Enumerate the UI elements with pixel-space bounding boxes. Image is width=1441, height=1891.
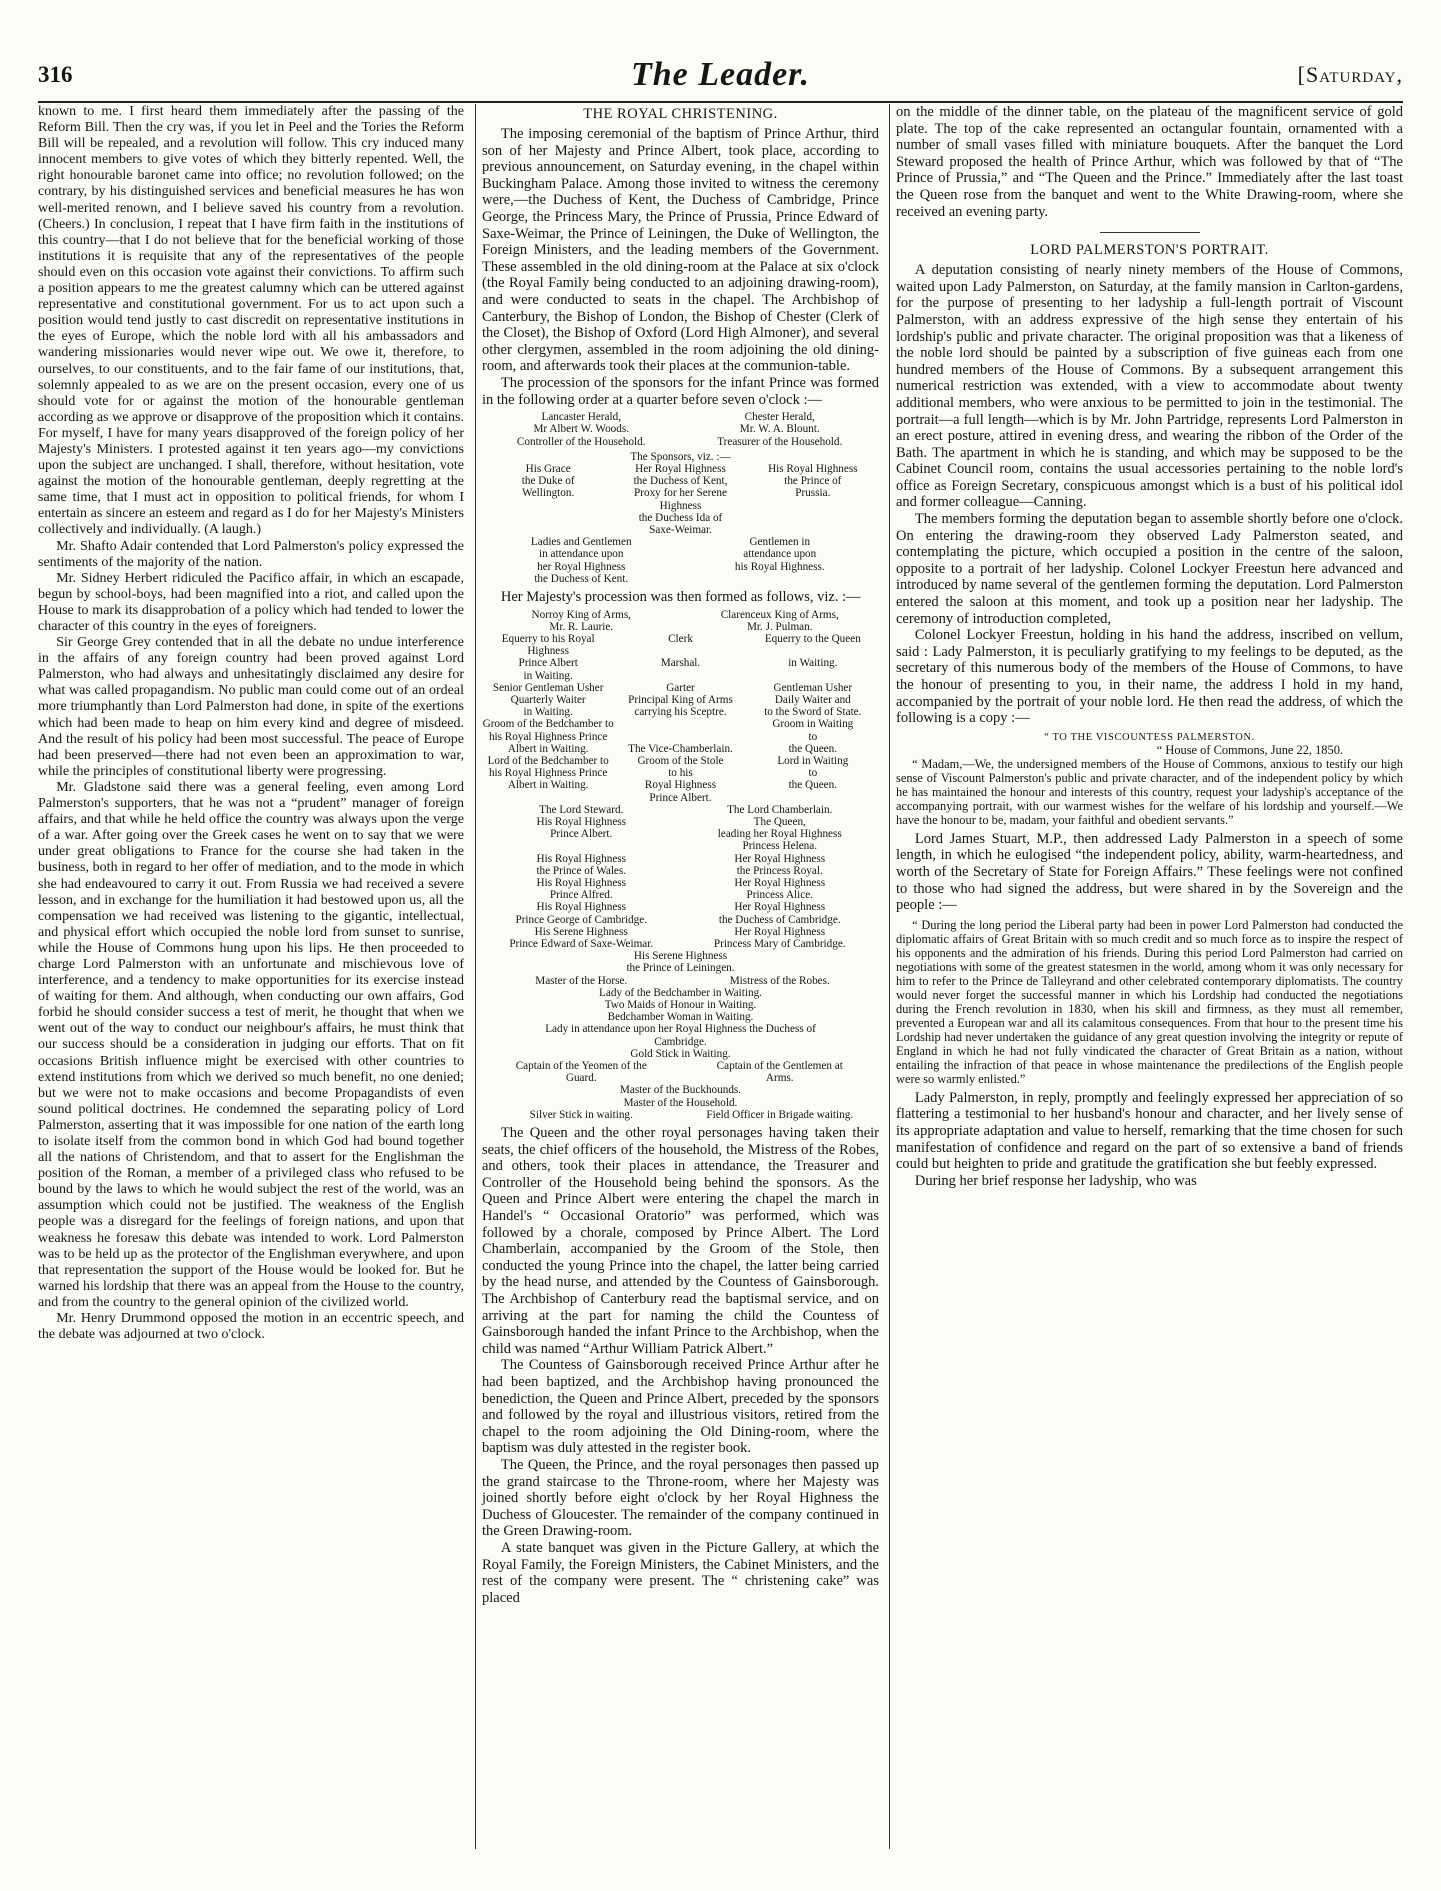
letter-body: “ Madam,—We, the undersigned members of the House of Commons, anxious to testify our high sense of Viscount Palmerston's public and private character, and of the independent policy by which he has maintained the honour and interests of this country, request your ladyship's acceptance of the accompanying portrait, with our warmest wishes for the welfare of his lordship and yourself.—We have the honour to be, madam, your faithful and obedient servants.” — [896, 756, 1403, 827]
proc-line: Lady of the Bedchamber in Waiting. — [599, 986, 762, 999]
proc-line: Princess Alice. — [746, 889, 813, 902]
article-title-royal-christening: THE ROYAL CHRISTENING. — [583, 106, 778, 122]
proc-line: her Royal Highness — [537, 560, 626, 573]
speech-quote — [896, 918, 1403, 1086]
proc-line — [482, 840, 681, 852]
proc-line: Prince Albert — [518, 657, 578, 670]
proc-line: Mr. R. Laurie. — [549, 620, 614, 633]
proc-line: Master of the Horse. — [535, 974, 628, 987]
col3-paragraph: on the middle of the dinner table, on the plateau of the magnificent service of gold plate. The top of the cake represented an octangular fountain, ornamented with a number of small vases filled with miniature bouquets. After the banquet the Lord Steward proposed the health of Prince Arthur, which was followed by that of “The Prince of Prussia,” and “The Queen and the Prince.” Immediately after the last toast the Queen rose from the banquet and went to the White Drawing-room, where she received an evening party. — [896, 104, 1403, 220]
proc-line: in Waiting. — [788, 657, 838, 670]
page-header — [38, 56, 1403, 102]
proc-line: Principal King of Arms — [628, 693, 733, 706]
proc-line: the Prince of — [784, 475, 842, 488]
proc-line: His Royal Highness — [536, 815, 626, 828]
col3-paragraph: Lord James Stuart, M.P., then addressed Lady Palmerston in a speech of some length, in which he eulogised “the independent policy, ability, warm-heartedness, and worth of the Secretary of State for Foreign Affairs.” These feelings were not confined to those who had signed the address, but were shared in by the Sovereign and the people :— — [896, 830, 1403, 914]
proc-line: Her Royal Highness — [734, 852, 826, 865]
proc-line — [614, 718, 746, 730]
proc-line: Lord in Waiting — [777, 754, 849, 767]
proc-line: Her Royal Highness — [734, 925, 826, 938]
proc-line — [614, 731, 746, 743]
col2-paragraph: The Queen, the Prince, and the royal personages then passed up the grand staircase to the Throne-room, where her Majesty was joined shortly before eight o'clock by her Royal Highness the Duchess of Gloucester. The remainder of the company continued in the Green Drawing-room. — [482, 1456, 879, 1540]
proc-line: The Queen, — [753, 815, 806, 828]
proc-line: Silver Stick in waiting. — [529, 1108, 633, 1121]
proc-line: Senior Gentleman Usher — [492, 681, 604, 694]
proc-line: Lady in attendance upon her Royal Highness the Duchess of — [545, 1023, 816, 1036]
proc-line: Captain of the Yeomen of the — [515, 1060, 647, 1073]
col3-paragraph: Lady Palmerston, in reply, promptly and feelingly expressed her appreciation of so flattering a testimonial to her husband's honour and character, and her lively sense of its appropriate adaptation and value to herself, remarking that the time chosen for such manifestation of confidence and regard on the part of so extensive a band of friends could but heighten to pride and gratitude the gratification she but feebly expressed. — [896, 1089, 1403, 1173]
header-rule — [38, 101, 1403, 103]
proc-line: Gentleman Usher — [773, 681, 853, 694]
proc-line: Prince Albert. — [550, 828, 613, 841]
proc-line — [747, 670, 879, 682]
proc-line: Wellington. — [522, 487, 575, 500]
proc-line: Gentlemen in — [749, 536, 811, 549]
proc-line: Arms. — [765, 1072, 794, 1085]
proc-line: The Lord Chamberlain. — [727, 803, 833, 816]
proc-line: leading her Royal Highness — [717, 828, 842, 841]
proc-line: Groom in Waiting — [772, 718, 854, 731]
proc-line: The Sponsors, viz. :— — [630, 450, 731, 463]
proc-line: the Prince of Leiningen. — [626, 962, 735, 975]
proc-line: His Serene Highness — [633, 950, 728, 963]
col2-paragraph: The procession of the sponsors for the infant Prince was formed in the following order at a quarter before seven o'clock :— — [482, 374, 879, 408]
proc-line: Saxe-Weimar. — [649, 523, 712, 536]
proc-line: Controller of the Household. — [516, 435, 646, 448]
proc-line: Groom of the Stole — [637, 754, 724, 767]
proc-line: Mr. W. A. Blount. — [739, 423, 820, 436]
proc-line: Treasurer of the Household. — [717, 435, 843, 448]
col2-paragraph: The imposing ceremonial of the baptism of Prince Arthur, third son of her Majesty and Prince Albert, took place, according to previous announcement, on Saturday evening, in the chapel within Buckingham Palace. Among those invited to witness the ceremony were,—the Duchess of Kent, the Duchess of Cambridge, Prince George, the Princess Mary, the Prince of Prussia, Prince Edward of Saxe-Weimar, the Prince of Leiningen, the Duke of Wellington, the Foreign Ministers, and the leading members of the Government. These assembled in the old dining-room at the Palace at six o'clock (the Royal Family being conducted to an adjoining drawing-room), and were conducted to seats in the chapel. The Archbishop of Canterbury, the Bishop of London, the Bishop of Chester (Clerk of the Closet), the Bishop of Oxford (Lord High Almoner), and several other clergymen, assembled in the room adjoining the old dining-room, and afterwards took their places at the communion-table. — [482, 126, 879, 375]
col2-paragraph: The Countess of Gainsborough received Prince Arthur after he had been baptized, and the Archbishop having pronounced the benediction, the Queen and Prince Albert, preceded by the sponsors and followed by the royal and illustrious visitors, retired from the chapel to the room adjoining the Old Dining-room, where the baptism was duly attested in the register book. — [482, 1357, 879, 1457]
proc-line: Quarterly Waiter — [510, 693, 586, 706]
proc-line: Gold Stick in Waiting. — [630, 1047, 731, 1060]
proc-line: His Grace — [525, 462, 571, 475]
proc-line: in Waiting. — [523, 706, 573, 719]
proc-line: Master of the Household. — [623, 1096, 738, 1109]
col1-paragraph: known to me. I first heard them immediately after the passing of the Reform Bill. Then the cry was, if you let in Peel and the Tories the Reform Bill will be repealed, and a revolution will follow. This cry induced many innocent members to give votes of which they bitterly repented. Well, the right honourable baronet came into office; no revolution followed; on the contrary, by his distinguished services and beneficial measures he has won well-merited renown, and I believe saved his country from a revolution. (Cheers.) In conclusion, I repeat that I have firm faith in the institutions of this country—that I do not believe that for the beneficial working of those institutions it is requisite that any of the representatives of the people should even on this occasion vote against their convictions. To affirm such a position appears to me the greatest calumny which can be uttered against representative and constitutional government. For us to act upon such a position would tend justly to cast discredit on representative institutions in the eyes of Europe, which the noble lord with all his ambassadors and wandering missionaries would never wipe out. We owe it, therefore, to ourselves, to our constituents, and to the fair fame of our institutions, that, solemnly appealed to as we are on the present occasion, every one of us should vote for or against the motion of the honourable gentleman according as we approve or disapprove of the proposition which it contains. For myself, I have for many years disapproved of the foreign policy of her Majesty's Ministers. I protested against it ten years ago—my convictions upon the subject are unchanged. I shall, therefore, without hesitation, vote against the motion of the honourable gentleman, deeply regretting at the same time, that I must act in opposition to political friends, for whom I entertain as sincere an esteem and regard as I do for her Majesty's Ministers collectively and individually. (A laugh.) — [38, 104, 464, 538]
col3-paragraph: Colonel Lockyer Freestun, holding in his hand the address, inscribed on vellum, said : Lady Palmerston, it is peculiarly gratifying to my feelings to be deputed, as the secretary of this numerous body of the members of the House of Commons, to have the honour of presenting to you, in their name, the address I hold in my hand, accompanied by the portrait of your noble lord. He then read the address, of which the following is a copy :— — [896, 627, 1403, 727]
article-title-palmerston-portrait: LORD PALMERSTON'S PORTRAIT. — [1030, 242, 1269, 259]
proc-line: Her Royal Highness — [734, 901, 826, 914]
proc-line: Garter — [666, 681, 695, 694]
proc-line: the Duchess Ida of — [638, 511, 723, 524]
majesty-procession — [482, 609, 879, 1122]
speech-quote-text: “ During the long period the Liberal party had been in power Lord Palmerston had conducted the diplomatic affairs of Great Britain with so much credit and so much force as to inspire the respect of his opponents and the admiration of his friends. During this period Lord Palmerston had carried on negotiations with some of the greatest statesmen in the world, among whom it was only necessary for him to refer to the Prince de Talleyrand and other celebrated contemporary diplomatists. The country would never forget the successful manner in which his Lordship had conducted the negotiations during the French revolution in 1830, when his skill and firmness, as they must all remember, prevented a European war and all its calamitous consequences. From that hour to the present time his Lordship had never undertaken the guidance of any great question involving the integrity or repute of England in which he had not fully vindicated the character of Great Britain as a nation, without entailing the infraction of that peace in whose maintenance the predilections of the English people were so warmly enlisted.” — [896, 917, 1403, 1086]
proc-line: the Queen. — [788, 779, 838, 792]
proc-line: the Queen. — [788, 742, 838, 755]
date-label: [Saturday, — [1297, 62, 1403, 87]
proc-line: Prince Edward of Saxe-Weimar. — [509, 938, 654, 951]
proc-line: Her Royal Highness — [635, 462, 726, 475]
proc-line: His Royal Highness — [536, 852, 626, 865]
proc-line: the Princess Royal. — [736, 864, 823, 877]
proc-line: the Duchess of Cambridge. — [718, 913, 841, 926]
proc-line — [614, 670, 746, 682]
proc-line: His Royal Highness — [536, 877, 626, 889]
proc-line: Mr Albert W. Woods. — [533, 423, 630, 436]
col3-paragraph: A deputation consisting of nearly ninety members of the House of Commons, waited upon Lady Palmerston, on Saturday, at the family mansion in Carlton-gardens, for the purpose of presenting to her ladyship a full-length portrait of Viscount Palmerston, with an address expressive of the high sense they entertain of his lordship's public and private character. The original proposition was that a likeness of the noble lord should be painted by a subscription of five guineas each from one hundred members of the House of Commons. By a subsequent arrangement this numerical restriction was extended, with a view to accommodate about twenty additional members, who were anxious to be permitted to join in the testimonial. The portrait—a full length—which is by Mr. John Partridge, represents Lord Palmerston in an erect posture, attired in evening dress, and wearing the ribbon of the Order of the Bath. The apartment in which he is standing, and which may be supposed to be the Cabinet Council room, contains the usual accessories pertaining to the noble lord's office as Foreign Secretary, conspicuous amongst which is a bust of his political idol and former colleague—Canning. — [896, 262, 1403, 511]
proc-line: Royal Highness — [644, 779, 717, 792]
letter-heading: “ TO THE VISCOUNTESS PALMERSTON. — [1044, 731, 1255, 743]
proc-line — [681, 573, 880, 585]
proc-line: Clarenceux King of Arms, — [720, 608, 839, 621]
proc-line: The Lord Steward. — [539, 803, 624, 816]
col3-paragraph: During her brief response her ladyship, who was — [914, 1172, 1197, 1189]
proc-line: Equerry to his Royal Highness — [501, 632, 595, 658]
proc-line: Bedchamber Woman in Waiting. — [607, 1011, 754, 1024]
letter-date: “ House of Commons, June 22, 1850. — [1156, 742, 1343, 757]
proc-line: carrying his Sceptre. — [634, 706, 727, 719]
proc-line: in attendance upon — [539, 548, 624, 561]
proc-line: to the Sword of State. — [764, 706, 862, 719]
col1-paragraph: Sir George Grey contended that in all the debate no undue interference in the affairs of any foreign country had been proved against Lord Palmerston, who had always and unhesitatingly disclaimed any desire for what was called propagandism. No public man could come out of an ordeal more triumphantly than Lord Palmerston had done, in spite of the exertions which had been made to heap on him every kind and degree of misdeed. And the result of his policy had been most successful. The peace of Europe had been preserved—there had not even been an approximation to war, while the principles of constitutional liberty were progressing. — [38, 635, 464, 779]
proc-line: Captain of the Gentlemen at — [716, 1060, 843, 1073]
column-2 — [475, 104, 885, 1849]
proc-line: Field Officer in Brigade waiting. — [706, 1108, 854, 1121]
proc-line: attendance upon — [743, 548, 817, 561]
sponsors-procession — [482, 411, 879, 585]
col2-paragraph: A state banquet was given in the Picture Gallery, at which the Royal Family, the Foreign Ministers, the Cabinet Ministers, and the rest of the company were present. The “ christening cake” was placed — [482, 1539, 879, 1606]
letter — [896, 743, 1403, 827]
proc-line: the Prince of Wales. — [536, 864, 627, 877]
proc-line: Ladies and Gentlemen — [530, 536, 632, 549]
proc-line: Albert in Waiting. — [507, 742, 589, 755]
col2-paragraph: The Queen and the other royal personages having taken their seats, the chief officers of the household, the Mistress of the Robes, and others, took their places in attendance, the Treasurer and Controller of the Household being behind the sponsors. As the Queen and Prince Albert were entering the chapel the march in Handel's “ Occasional Oratorio” was performed, which was followed by a chorale, composed by Prince Albert. The Lord Chamberlain, accompanied by the Groom of the Stole, then conducted the young Prince into the chapel, the latter being carried by the head nurse, and attended by the Countess of Gainsborough. The Archbishop of Canterbury read the baptismal service, and on arriving at the part for naming the child the Countess of Gainsborough handed the infant Prince to the Archbishop, when the child was named “Arthur William Patrick Albert.” — [482, 1125, 879, 1357]
proc-line: his Royal Highness Prince — [488, 767, 608, 780]
proc-line: to his — [668, 767, 693, 780]
proc-line: Prince Alfred. — [549, 889, 613, 902]
proc-line: Lord of the Bedchamber to — [487, 754, 609, 767]
proc-line: Princess Mary of Cambridge. — [713, 938, 846, 951]
proc-line: Mistress of the Robes. — [729, 974, 830, 987]
proc-line: Cambridge. — [654, 1035, 707, 1048]
proc-line: Two Maids of Honour in Waiting. — [604, 999, 757, 1012]
proc-line: Mr. J. Pulman. — [746, 620, 813, 633]
proc-line: Groom of the Bedchamber to — [482, 718, 614, 731]
masthead-title: The Leader. — [630, 56, 811, 93]
column-1 — [38, 104, 471, 1849]
proc-line: Chester Herald, — [744, 411, 815, 424]
proc-line: Equerry to the Queen — [764, 632, 861, 645]
proc-line: the Duchess of Kent, — [633, 475, 728, 488]
proc-line: his Royal Highness Prince — [488, 730, 608, 743]
section-divider — [1100, 232, 1200, 233]
col3-paragraph: The members forming the deputation began to assemble shortly before one o'clock. On entering the drawing-room they observed Lady Palmerston seated, and contemplating the picture, which occupied a position in the centre of the saloon, opposite to a portrait of her ladyship. Colonel Lockyer Freestun here advanced and introduced by name several of the gentlemen forming the deputation. Lord Palmerston entered the saloon at this moment, and took up a position near her ladyship. The ceremony of introduction completed, — [896, 511, 1403, 627]
proc-line: Norroy King of Arms, — [531, 608, 631, 621]
proc-line: Marshal. — [660, 657, 701, 670]
proc-line: to — [808, 767, 818, 780]
col1-paragraph: Mr. Gladstone said there was a general feeling, even among Lord Palmerston's supporters, that he was not a “prudent” manager of foreign affairs, and that while he held office the country was always upon the verge of a war. After going over the Greek cases he went on to say that we were under great obligations to France for the course she had taken in the business, both in regard to her offer of mediation, and to the mode in which she had endeavoured to carry it out. From Russia we had received a severe lesson, and in exchange for the humiliation it had bestowed upon us, all the compensation we had received was listening to the gigantic, intellectual, and physical effort which occupied the noble lord from sunset to sunrise, while the House of Commons hung upon his lips. He then proceeded to charge Lord Palmerston with an unfortunate and mischievous love of interference, and a tendency to make opportunities for its exercise instead of waiting for them. And although, when conducting our own affairs, God forbid he should consider success a test of merit, he thought that when we went out of the way to conduct our neighbour's affairs, he must think that our success should be a consideration in judging our efforts. That on fit occasions British influence might be exercised with other countries to extend institutions from which we derived so much benefit, no one denied; but we were not to make occasions and become Propagandists of even sound political doctrines. He condemned the separating policy of Lord Palmerston, asserting that it was impossible for one nation of the earth long to isolate itself from the common bond in which God had bound together all the nations of Christendom, and that to assert for the Englishman the position of the Roman, a member of a privileged class who refused to be bound by the laws to which he would subject the rest of the world, was an assumption which could not be justified. The weakness of the English people was a disregard for the feelings of foreign nations, and upon that weakness he foresaw this debate was intended to work. Lord Palmerston was to be held up as the protector of the Englishman everywhere, and upon that representation the support of the House would be looked for. But he warned his lordship that there was an appeal from the House to the country, and from the country to the general opinion of the civilized world. — [38, 779, 464, 1310]
proc-line: Albert in Waiting. — [507, 779, 589, 792]
column-3 — [889, 104, 1403, 1849]
proc-line: Prince Albert. — [649, 791, 712, 804]
proc-line: Her Royal Highness — [734, 877, 826, 889]
proc-line: The Vice-Chamberlain. — [628, 742, 733, 755]
proc-line: to — [808, 730, 818, 743]
col2-paragraph: Her Majesty's procession was then formed as follows, viz. :— — [500, 588, 861, 605]
proc-line: Daily Waiter and — [774, 693, 851, 706]
proc-line: Master of the Buckhounds. — [619, 1084, 742, 1097]
proc-line: in Waiting. — [523, 669, 573, 682]
proc-line: Guard. — [565, 1072, 597, 1085]
proc-line: the Duke of — [521, 475, 575, 488]
proc-line: Princess Helena. — [742, 840, 818, 853]
page-number: 316 — [38, 62, 73, 87]
proc-line: Lancaster Herald, — [541, 411, 621, 424]
col1-paragraph: Mr. Shafto Adair contended that Lord Palmerston's policy expressed the sentiments of the majority of the nation. — [38, 538, 464, 570]
proc-line: Proxy for her Serene Highness — [634, 487, 727, 512]
col1-paragraph: Mr. Sidney Herbert ridiculed the Pacifico affair, in which an escapade, begun by school-boys, had been magnified into a riot, and called upon the House to mark its disapprobation of a policy which had tended to lower the character of this country in the eyes of foreigners. — [38, 570, 464, 634]
proc-line: Clerk — [668, 632, 693, 645]
proc-line: Prussia. — [795, 487, 831, 500]
proc-line: His Royal Highness — [768, 462, 858, 475]
proc-line: his Royal Highness. — [734, 560, 825, 573]
proc-line: Prince George of Cambridge. — [515, 913, 648, 926]
col1-paragraph: Mr. Henry Drummond opposed the motion in an eccentric speech, and the debate was adjourned at two o'clock. — [38, 1311, 464, 1343]
proc-line: His Royal Highness — [536, 901, 626, 914]
proc-line: His Serene Highness — [534, 925, 628, 938]
proc-line: the Duchess of Kent. — [534, 572, 629, 585]
